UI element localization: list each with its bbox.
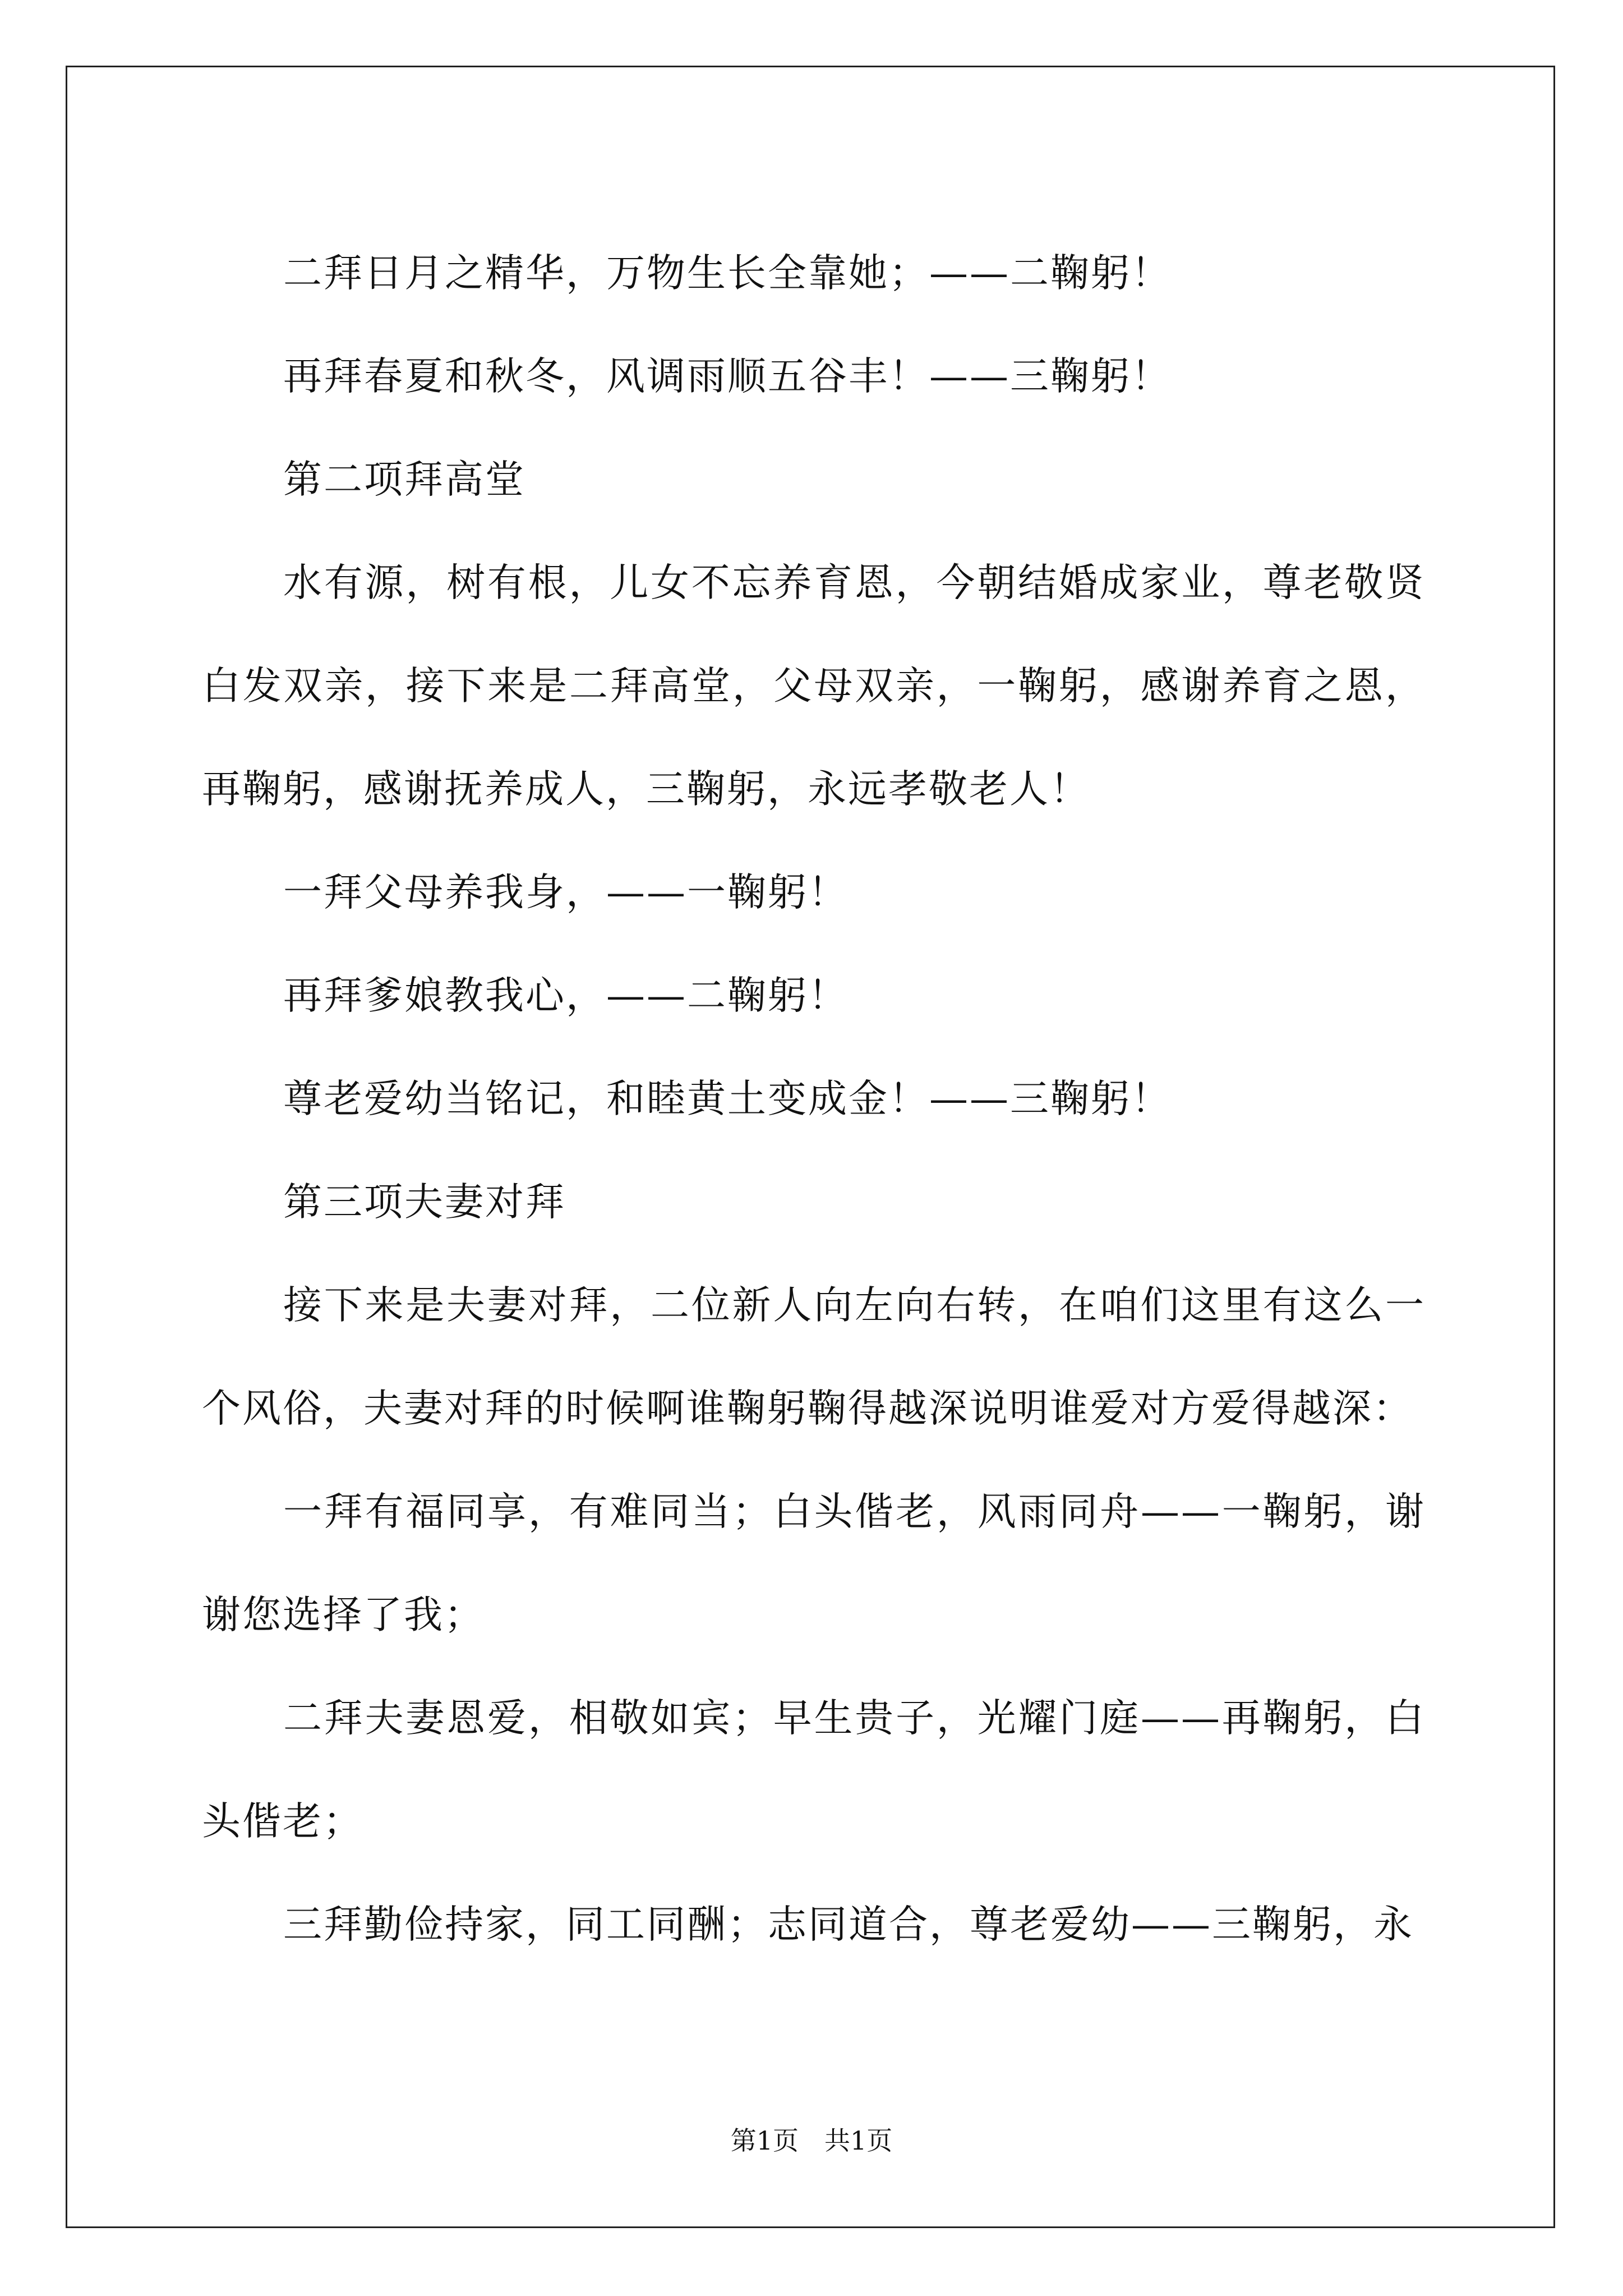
- paragraph: 一拜有福同享，有难同当；白头偕老，风雨同舟——一鞠躬，谢谢您选择了我；: [202, 1489, 1426, 1637]
- paragraph: 二拜日月之精华，万物生长全靠她；——二鞠躬！: [283, 251, 1172, 296]
- paragraph: 一拜父母养我身，——一鞠躬！: [283, 870, 849, 915]
- paragraph: 二拜夫妻恩爱，相敬如宾；早生贵子，光耀门庭——再鞠躬，白头偕老；: [202, 1696, 1426, 1844]
- paragraph: 三拜勤俭持家，同工同酬；志同道合，尊老爱幼——三鞠躬，永: [283, 1902, 1414, 1947]
- document-body: [202, 222, 1426, 1976]
- paragraph: 水有源，树有根，儿女不忘养育恩，今朝结婚成家业，尊老敬贤白发双亲，接下来是二拜高堂，父母双亲，一鞠躬，感谢养育之恩，再鞠躬，感谢抚养成人，三鞠躬，永远孝敬老人！: [202, 560, 1426, 812]
- paragraph: 再拜春夏和秋冬，风调雨顺五谷丰！——三鞠躬！: [283, 354, 1172, 399]
- section-heading: 第三项夫妻对拜: [283, 1180, 566, 1225]
- paragraph: 再拜爹娘教我心，——二鞠躬！: [283, 973, 849, 1018]
- page-footer: 第1页 共1页: [730, 2125, 893, 2156]
- section-heading: 第二项拜高堂: [283, 457, 525, 502]
- paragraph: 接下来是夫妻对拜，二位新人向左向右转，在咱们这里有这么一个风俗，夫妻对拜的时候啊谁鞠躬鞠得越深说明谁爱对方爱得越深：: [202, 1283, 1426, 1431]
- paragraph: 尊老爱幼当铭记，和睦黄土变成金！——三鞠躬！: [283, 1076, 1172, 1121]
